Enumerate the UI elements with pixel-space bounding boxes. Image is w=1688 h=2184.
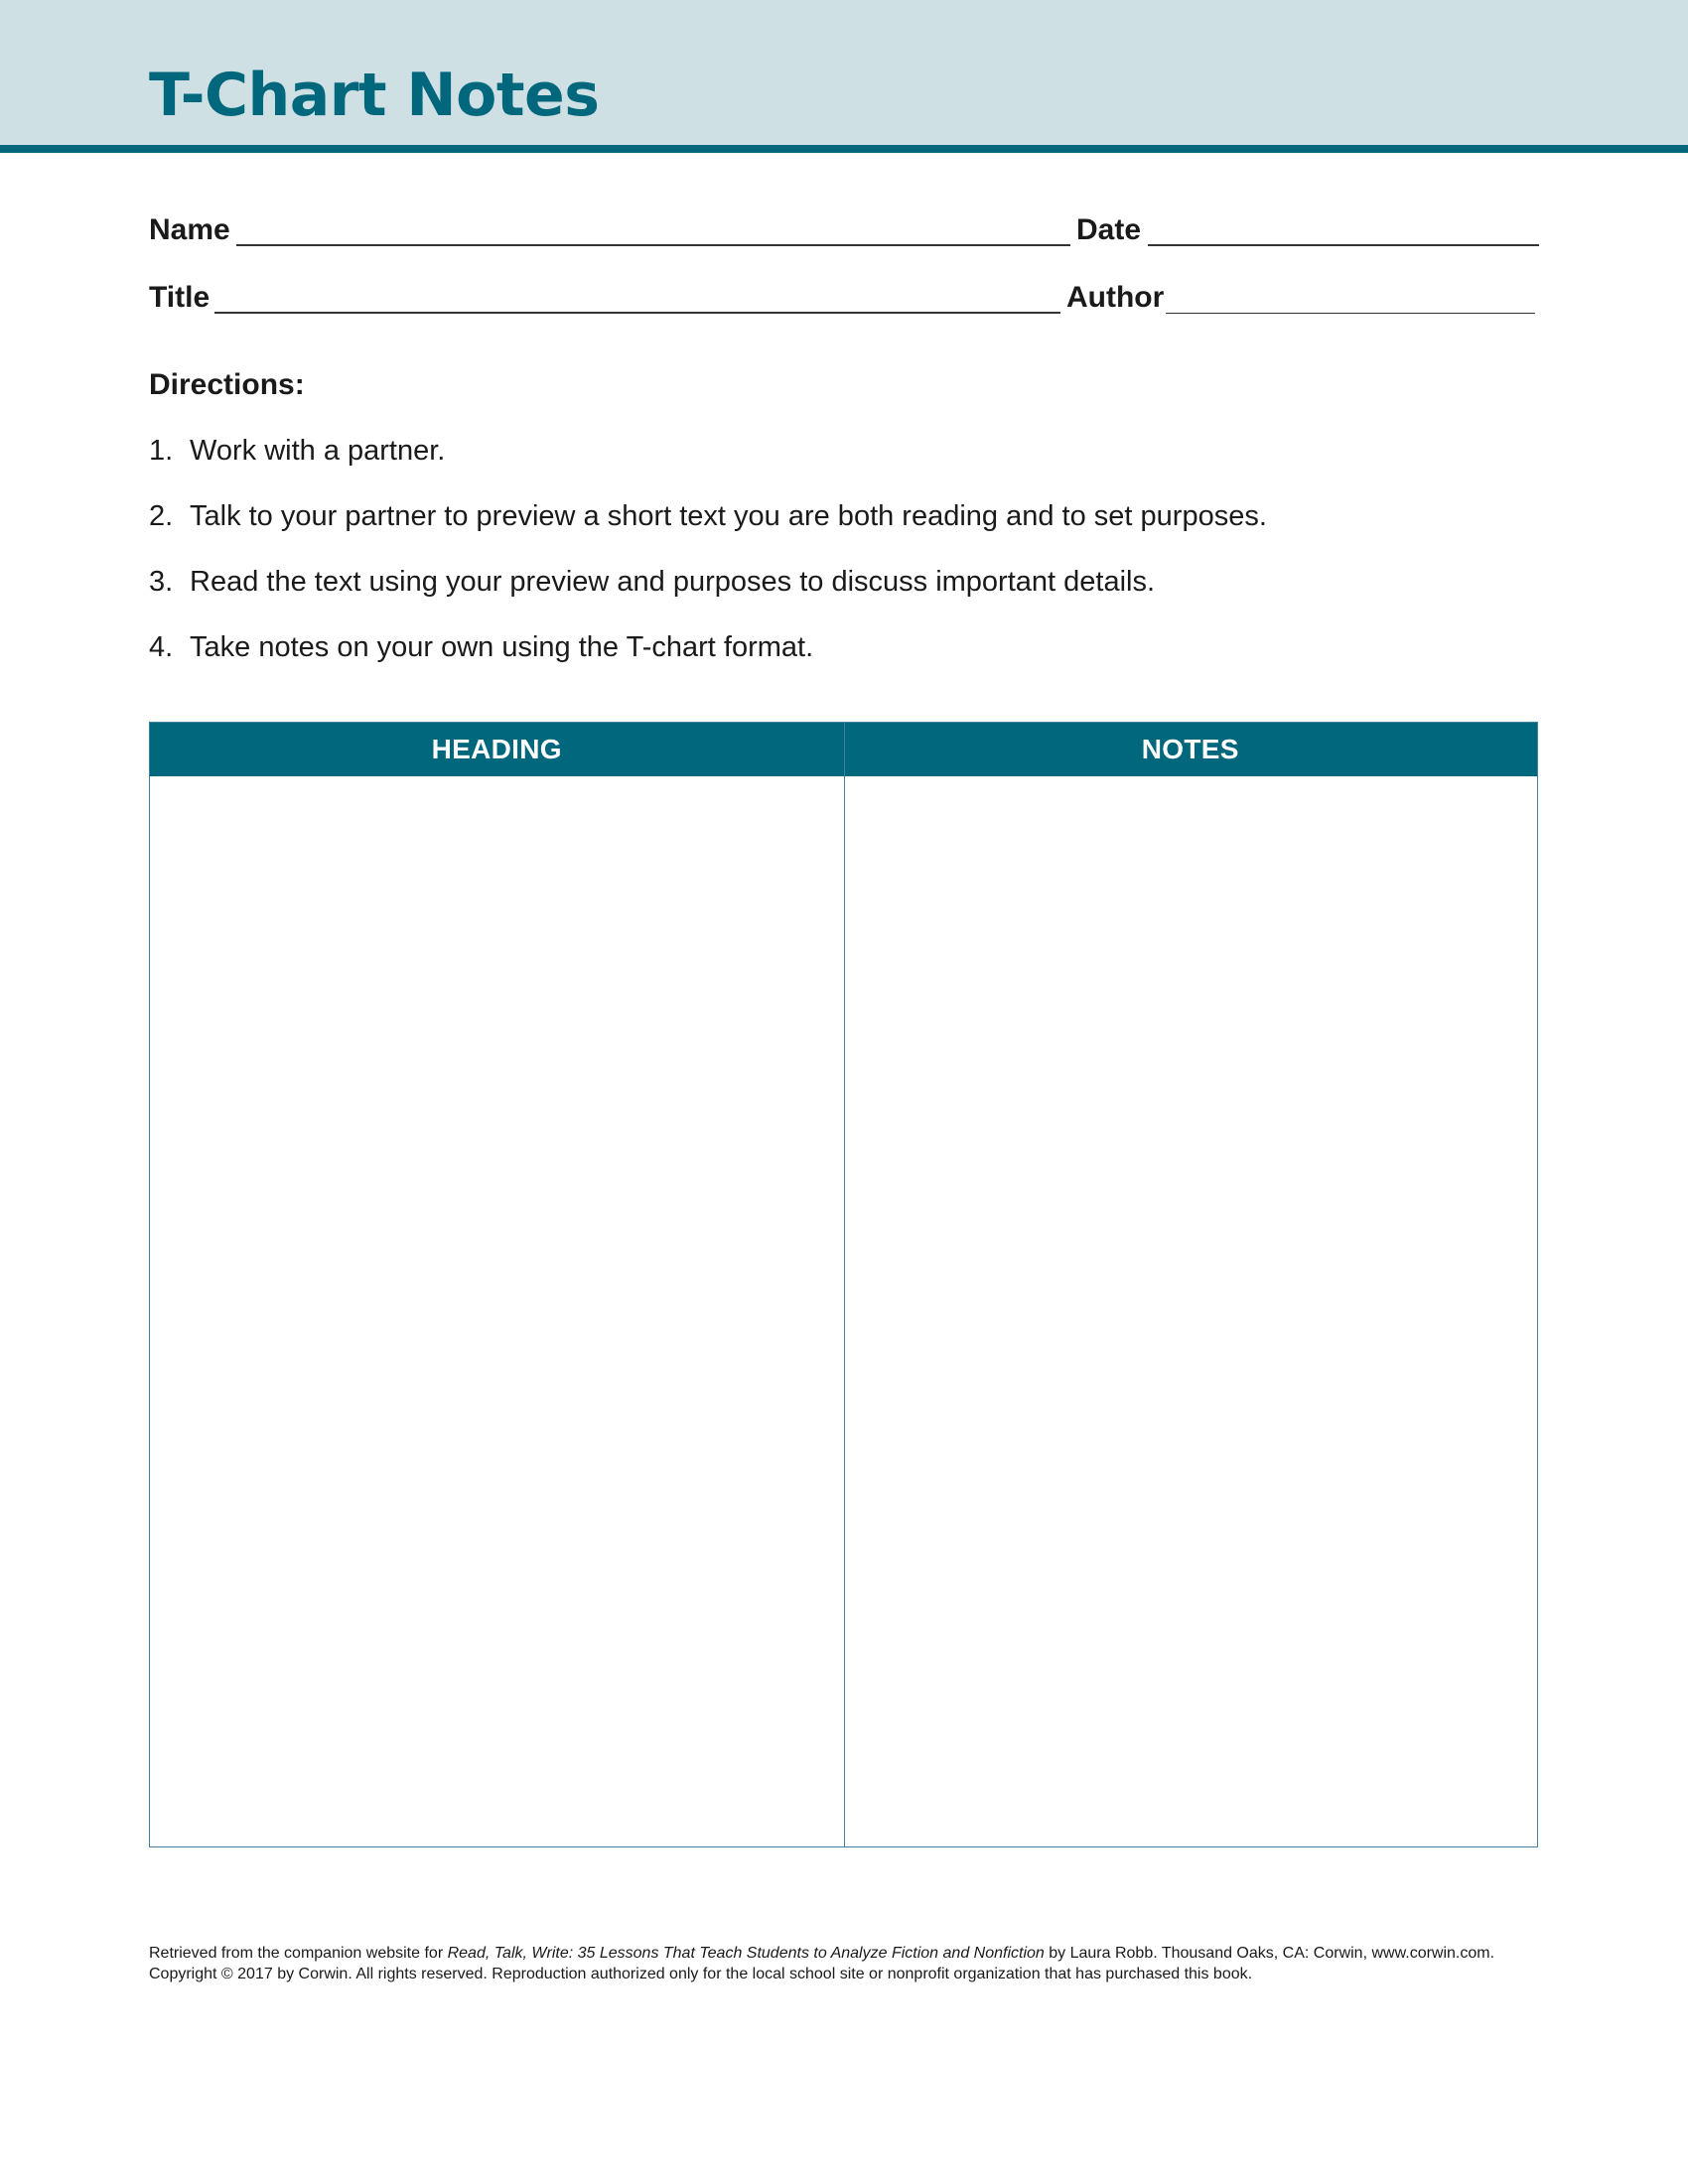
name-date-row <box>149 210 1539 254</box>
heading-column-area[interactable] <box>150 776 844 1846</box>
title-field[interactable] <box>149 278 1064 322</box>
footer-prefix: Retrieved from the companion website for <box>149 1945 448 1962</box>
step-text: Take notes on your own using the T-chart format. <box>190 631 814 663</box>
directions-heading: Directions: <box>149 368 305 401</box>
column-header-notes: NOTES <box>1141 734 1239 764</box>
author-line[interactable] <box>1166 313 1535 314</box>
page-title: T-Chart Notes <box>149 61 600 130</box>
date-line[interactable] <box>1148 244 1539 246</box>
title-author-row <box>149 278 1539 322</box>
author-label: Author <box>1066 281 1165 314</box>
t-chart <box>149 722 1538 1847</box>
footer-suffix: by Laura Robb. Thousand Oaks, CA: Corwin, www.corwin.com. Copyright © 2017 by Corwin. All rights reserved. Reproduction authorized only for the local school site or nonprofit organization that has purchased this book. <box>149 1945 1495 1982</box>
author-field[interactable] <box>1066 278 1539 322</box>
date-field[interactable] <box>1076 210 1539 254</box>
step-number: 1. <box>149 435 174 467</box>
notes-column-area[interactable] <box>844 776 1538 1846</box>
name-label: Name <box>149 213 230 246</box>
title-label: Title <box>149 281 211 314</box>
date-label: Date <box>1076 213 1142 246</box>
step-text: Read the text using your preview and purposes to discuss important details. <box>190 566 1156 598</box>
name-field[interactable] <box>149 210 1074 254</box>
title-line[interactable] <box>214 312 1060 314</box>
copyright-footer <box>149 1943 1559 1984</box>
step-number: 4. <box>149 631 174 663</box>
step-number: 2. <box>149 500 174 532</box>
step-text: Work with a partner. <box>190 435 446 467</box>
step-text: Talk to your partner to preview a short text you are both reading and to set purposes. <box>190 500 1267 532</box>
footer-book-title: Read, Talk, Write: 35 Lessons That Teach Students to Analyze Fiction and Nonfiction <box>447 1945 1045 1962</box>
name-line[interactable] <box>236 244 1070 246</box>
column-header-heading: HEADING <box>431 734 562 764</box>
step-number: 3. <box>149 566 174 598</box>
